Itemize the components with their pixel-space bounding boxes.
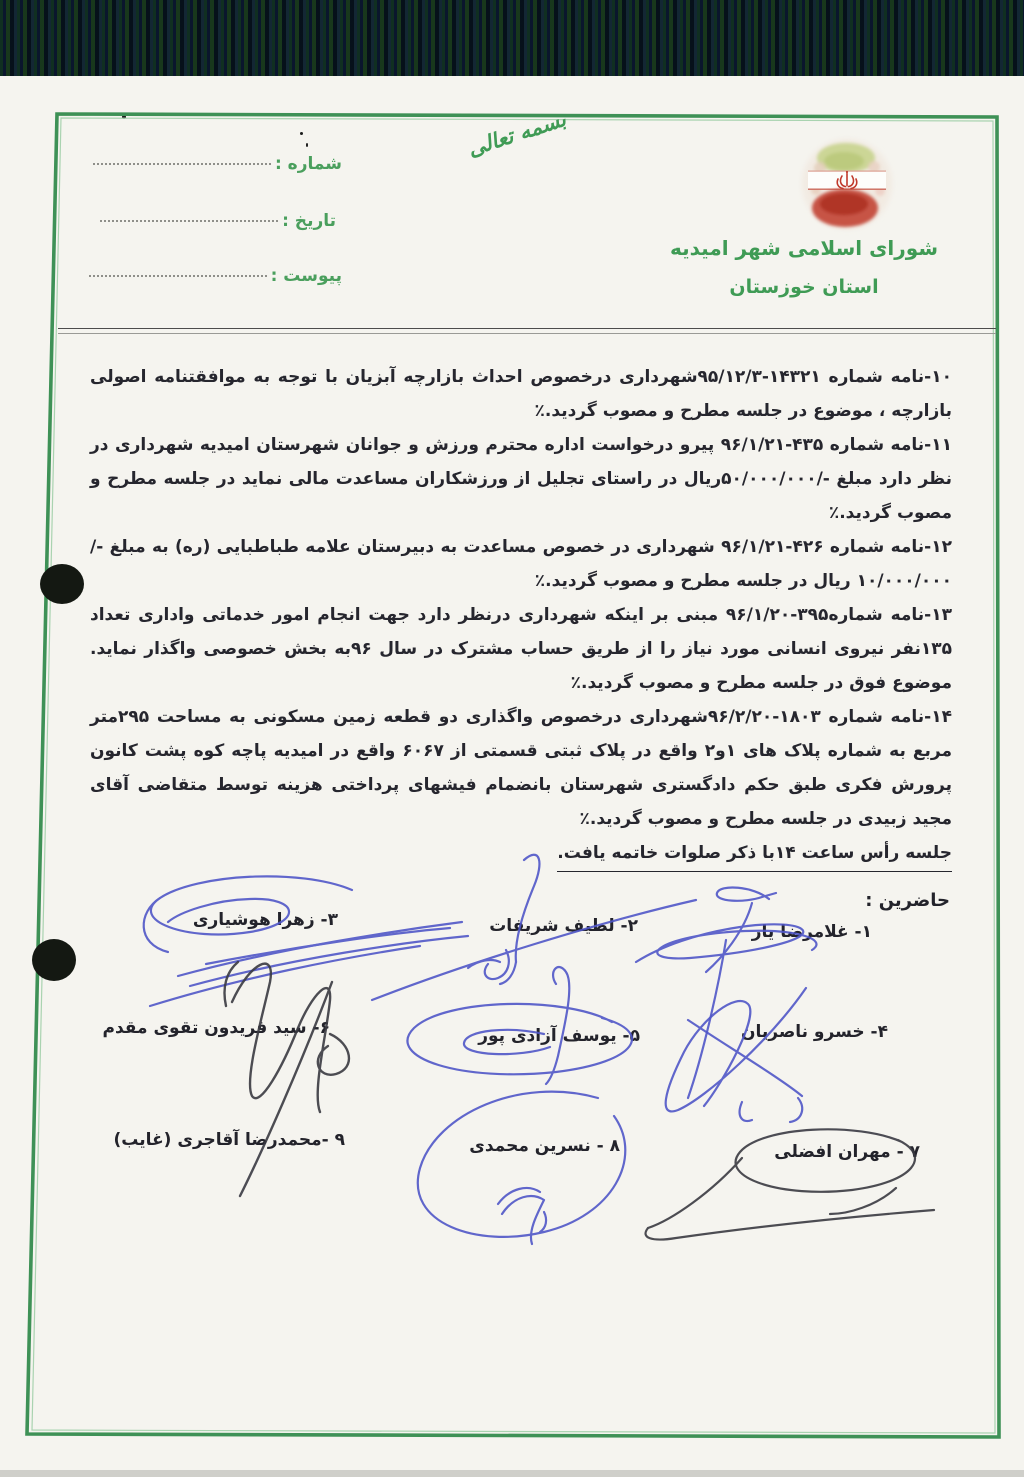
attendee-3: ۳- زهرا هوشیاری [192,910,338,930]
attendee-9: ۹ -محمدرضا آقاجری (غایب) [113,1130,345,1150]
iran-emblem-logo [798,134,898,238]
org-name-line2: استان خوزستان [729,276,879,298]
number-dotted-line [93,146,271,165]
org-name-line1: شورای اسلامی شهر امیدیه [669,236,939,260]
number-label: شماره : [274,154,342,174]
signature-khosrow-naserian [666,988,806,1122]
attendee-7: ۷ - مهران افضلی [774,1142,920,1162]
attendee-8: ۸ - نسرین محمدی [469,1136,620,1156]
attendee-6: ۶- سید فریدون تقوی مقدم [102,1018,330,1038]
minutes-item-10: ۱۰-نامه شماره ۱۴۳۲۱-۹۵/۱۲/۳شهرداری درخصوص احداث بازارچه آبزیان با توجه به موافقتنامه اصولی بازارچه ، موضوع در جلسه مطرح و مصوب گردید.٪ [90,367,952,421]
attendee-2: ۲- لطیف شریفات [489,916,638,936]
ink-speck [306,143,308,147]
minutes-item-14: ۱۴-نامه شماره ۱۸۰۳-۹۶/۲/۲۰شهرداری درخصوص واگذاری دو قطعه زمین مسکونی به مساحت ۲۹۵متر مربع به شماره پلاک های ۱و۲ واقع در پلاک ثبتی قسمتی از ۶۰۶۷ واقع در امیدیه پاچه کوه پشت کانون پرورش فکری طبق حکم دادگستری شهرستان بانضمام فیشهای پرداختی هزینه توسط متقاضی آقای مجید زبیدی در جلسه مطرح و مصوب گردید.٪ [90,707,952,829]
ink-speck [300,132,303,135]
signature-gholamreza-yar [636,887,816,1098]
date-field-row [100,207,336,231]
punch-hole-bottom [32,939,76,981]
minutes-item-11: ۱۱-نامه شماره ۴۳۵-۹۶/۱/۲۱ پیرو درخواست اداره محترم ورزش و جوانان شهرستان امیدیه شهرداری در نظر دارد مبلغ -/۵۰/۰۰۰/۰۰۰ریال در راستای تجلیل از ورزشکاران مساعدت مالی نماید در جلسه مطرح و مصوب گردید.٪ [90,435,952,523]
attendee-4: ۴- خسرو ناصریان [740,1022,888,1042]
scanner-dark-band [0,0,1024,76]
date-label: تاریخ : [282,211,336,231]
attendee-1: ۱- غلامرضا یار [751,922,872,942]
punch-hole-top [40,564,84,604]
attachment-label: پیوست : [270,266,342,286]
ink-speck [122,115,126,119]
header-separator-line [58,328,996,334]
minutes-item-12: ۱۲-نامه شماره ۴۲۶-۹۶/۱/۲۱ شهرداری در خصوص مساعدت به دبیرستان علامه طباطبایی (ره) به مبلغ -/۱۰/۰۰۰/۰۰۰ ریال در جلسه مطرح و مصوب گردید.٪ [90,537,952,591]
attendee-5: ۵- یوسف آزادی پور [478,1026,640,1046]
date-dotted-line [100,203,278,222]
minutes-item-13: ۱۳-نامه شماره۳۹۵-۹۶/۱/۲۰ مبنی بر اینکه شهرداری درنظر دارد جهت انجام امور خدماتی واداری تعداد ۱۳۵نفر نیروی انسانی مورد نیاز را از طریق حساب مشترک در سال ۹۶به بخش خصوصی واگذار نماید. موضوع فوق در جلسه مطرح و مصوب گردید.٪ [90,605,952,693]
signature-taghavi-moghaddam [225,962,349,1196]
bismillah-calligraphy: بسمه تعالی [464,106,569,162]
scanner-bottom-edge [0,1470,1024,1477]
signature-zahra-houshyari [144,876,468,1006]
attachment-dotted-line [89,258,267,277]
minutes-body [90,360,952,872]
signature-nasrin-mohammadi [418,1092,625,1244]
number-field-row [93,150,342,174]
attendees-label: حاضرین : [865,890,950,911]
closing-statement: جلسه رأس ساعت ۱۴با ذکر صلوات خاتمه یافت. [557,836,952,872]
attachment-field-row [89,262,342,286]
